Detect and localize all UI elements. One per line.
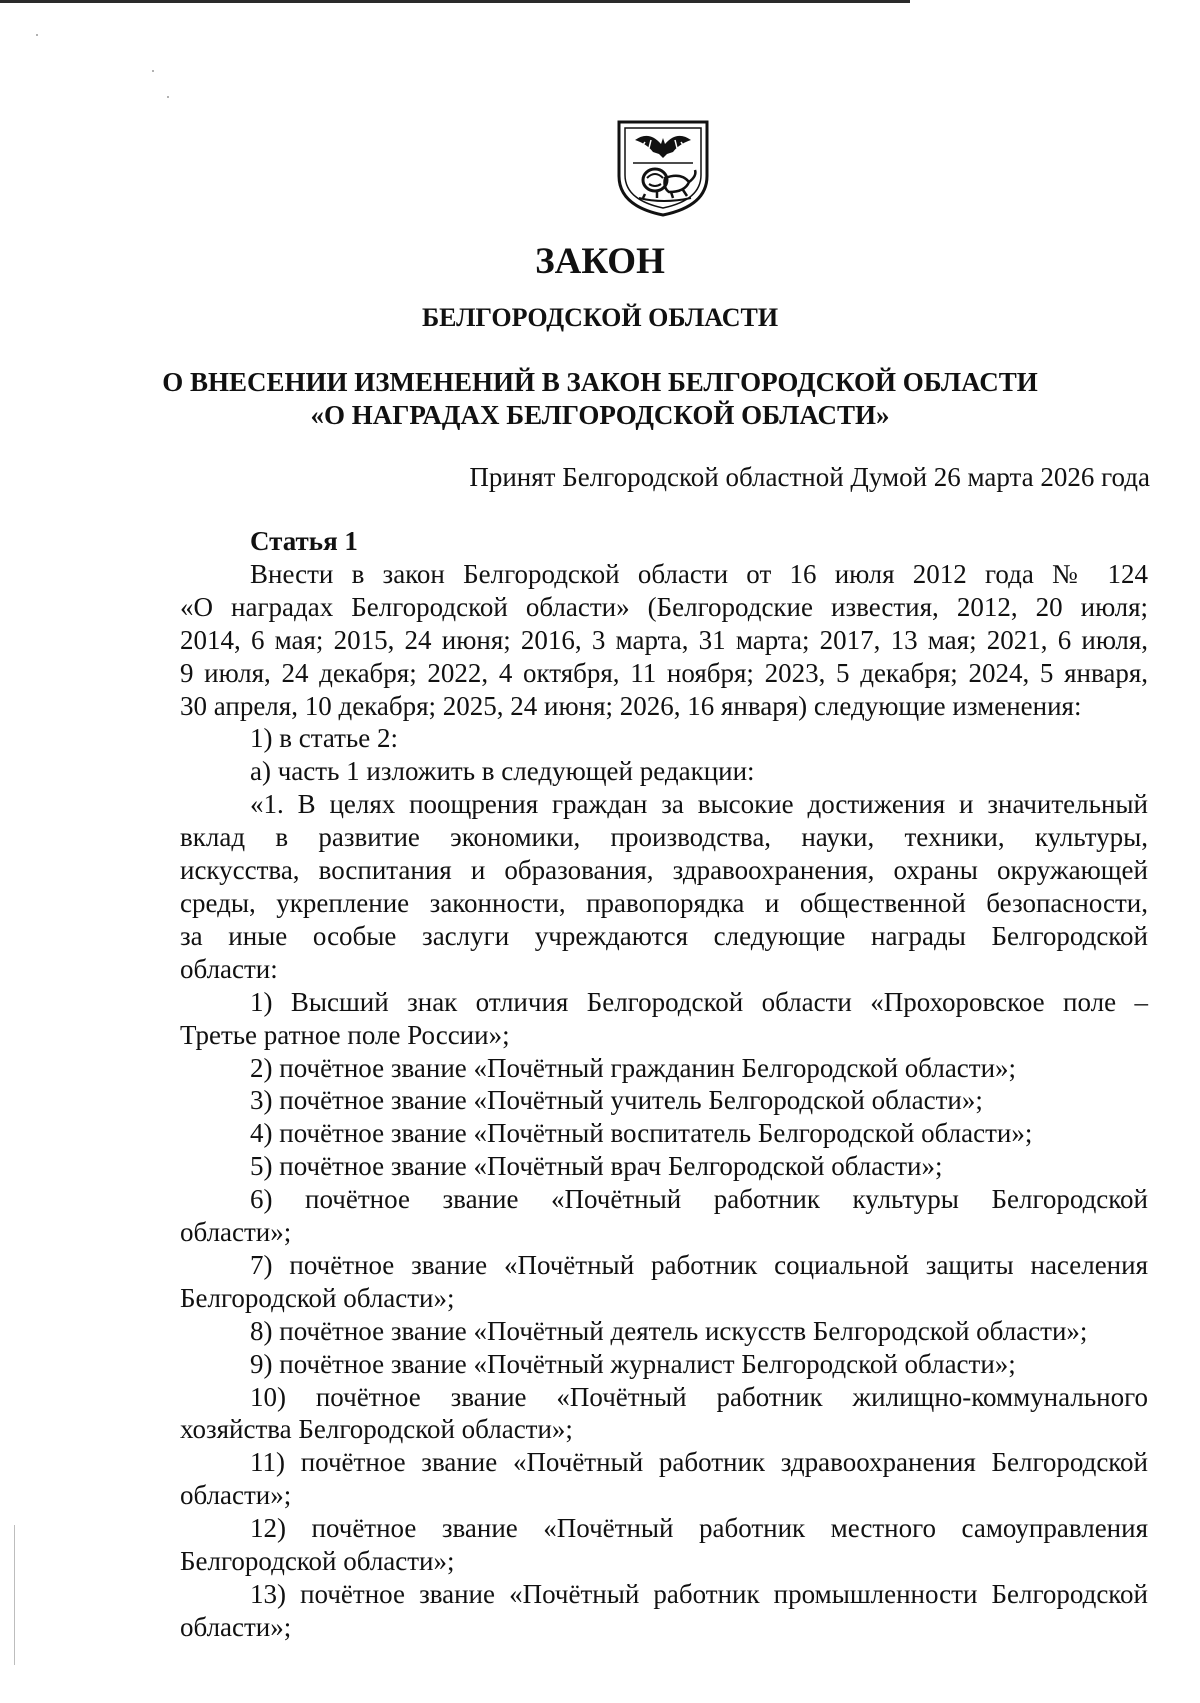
- law-subtitle-line-1: О ВНЕСЕНИИ ИЗМЕНЕНИЙ В ЗАКОН БЕЛГОРОДСКОЙ ОБЛАСТИ: [162, 367, 1038, 397]
- quoted-text-line: вклад в развитие экономики, производства, науки, техники, культуры,: [180, 822, 1148, 853]
- quoted-text-line: за иные особые заслуги учреждаются следующие награды Белгородской: [180, 920, 1148, 951]
- award-item: 5) почётное звание «Почётный врач Белгородской области»;: [250, 1151, 943, 1182]
- award-item: 3) почётное звание «Почётный учитель Белгородской области»;: [250, 1085, 983, 1116]
- award-item: 1) Высший знак отличия Белгородской области «Прохоровское поле –: [250, 986, 1148, 1017]
- award-item: 11) почётное звание «Почётный работник здравоохранения Белгородской: [250, 1447, 1148, 1478]
- award-item-continuation: Белгородской области»;: [180, 1546, 455, 1577]
- award-item: 4) почётное звание «Почётный воспитатель Белгородской области»;: [250, 1118, 1033, 1149]
- law-subtitle-line-2: «О НАГРАДАХ БЕЛГОРОДСКОЙ ОБЛАСТИ»: [310, 400, 890, 430]
- scan-edge-mark: [14, 1525, 15, 1665]
- quoted-text-line: области:: [180, 953, 278, 984]
- belgorod-coat-of-arms-icon: [615, 118, 711, 218]
- award-item-continuation: области»;: [180, 1217, 292, 1248]
- quoted-text-line: «1. В целях поощрения граждан за высокие достижения и значительный: [250, 789, 1148, 820]
- quoted-text-line: искусства, воспитания и образования, здравоохранения, охраны окружающей: [180, 855, 1148, 886]
- award-item: 9) почётное звание «Почётный журналист Белгородской области»;: [250, 1348, 1016, 1379]
- award-item: 12) почётное звание «Почётный работник местного самоуправления: [250, 1513, 1148, 1544]
- award-item-continuation: области»;: [180, 1480, 292, 1511]
- award-item-continuation: хозяйства Белгородской области»;: [180, 1414, 573, 1445]
- amendment-item: 1) в статье 2:: [250, 723, 398, 754]
- award-item: 10) почётное звание «Почётный работник жилищно-коммунального: [250, 1381, 1148, 1412]
- award-item-continuation: области»;: [180, 1611, 292, 1642]
- award-item: 8) почётное звание «Почётный деятель искусств Белгородской области»;: [250, 1315, 1088, 1346]
- intro-line: 30 апреля, 10 декабря; 2025, 24 июня; 2026, 16 января) следующие изменения:: [180, 690, 1082, 721]
- scan-speck: [36, 34, 38, 36]
- award-item: 6) почётное звание «Почётный работник культуры Белгородской: [250, 1184, 1148, 1215]
- scan-top-rule: [0, 0, 910, 3]
- award-item: 7) почётное звание «Почётный работник социальной защиты населения: [250, 1249, 1148, 1280]
- adoption-note: Принят Белгородской областной Думой 26 марта 2026 года: [469, 462, 1150, 492]
- intro-line: Внести в закон Белгородской области от 16 июля 2012 года № 124: [250, 558, 1148, 589]
- amendment-subitem: а) часть 1 изложить в следующей редакции:: [250, 756, 755, 787]
- law-body: [180, 525, 1148, 1644]
- article-heading: Статья 1: [250, 526, 358, 556]
- award-item-continuation: Третье ратное поле России»;: [180, 1019, 510, 1050]
- scan-speck: [167, 96, 169, 98]
- law-region: БЕЛГОРОДСКОЙ ОБЛАСТИ: [421, 303, 779, 332]
- quoted-text-line: среды, укрепление законности, правопорядка и общественной безопасности,: [180, 887, 1148, 918]
- award-item: 2) почётное звание «Почётный гражданин Белгородской области»;: [250, 1052, 1017, 1083]
- award-item: 13) почётное звание «Почётный работник промышленности Белгородской: [250, 1579, 1148, 1609]
- intro-line: 9 июля, 24 декабря; 2022, 4 октября, 11 ноября; 2023, 5 декабря; 2024, 5 января,: [180, 657, 1148, 688]
- scan-speck: [152, 70, 154, 72]
- intro-line: «О наградах Белгородской области» (Белгородские известия, 2012, 20 июля;: [180, 591, 1148, 622]
- intro-line: 2014, 6 мая; 2015, 24 июня; 2016, 3 марта, 31 марта; 2017, 13 мая; 2021, 6 июля,: [180, 624, 1148, 655]
- law-title: ЗАКОН: [535, 241, 665, 282]
- award-item-continuation: Белгородской области»;: [180, 1282, 455, 1313]
